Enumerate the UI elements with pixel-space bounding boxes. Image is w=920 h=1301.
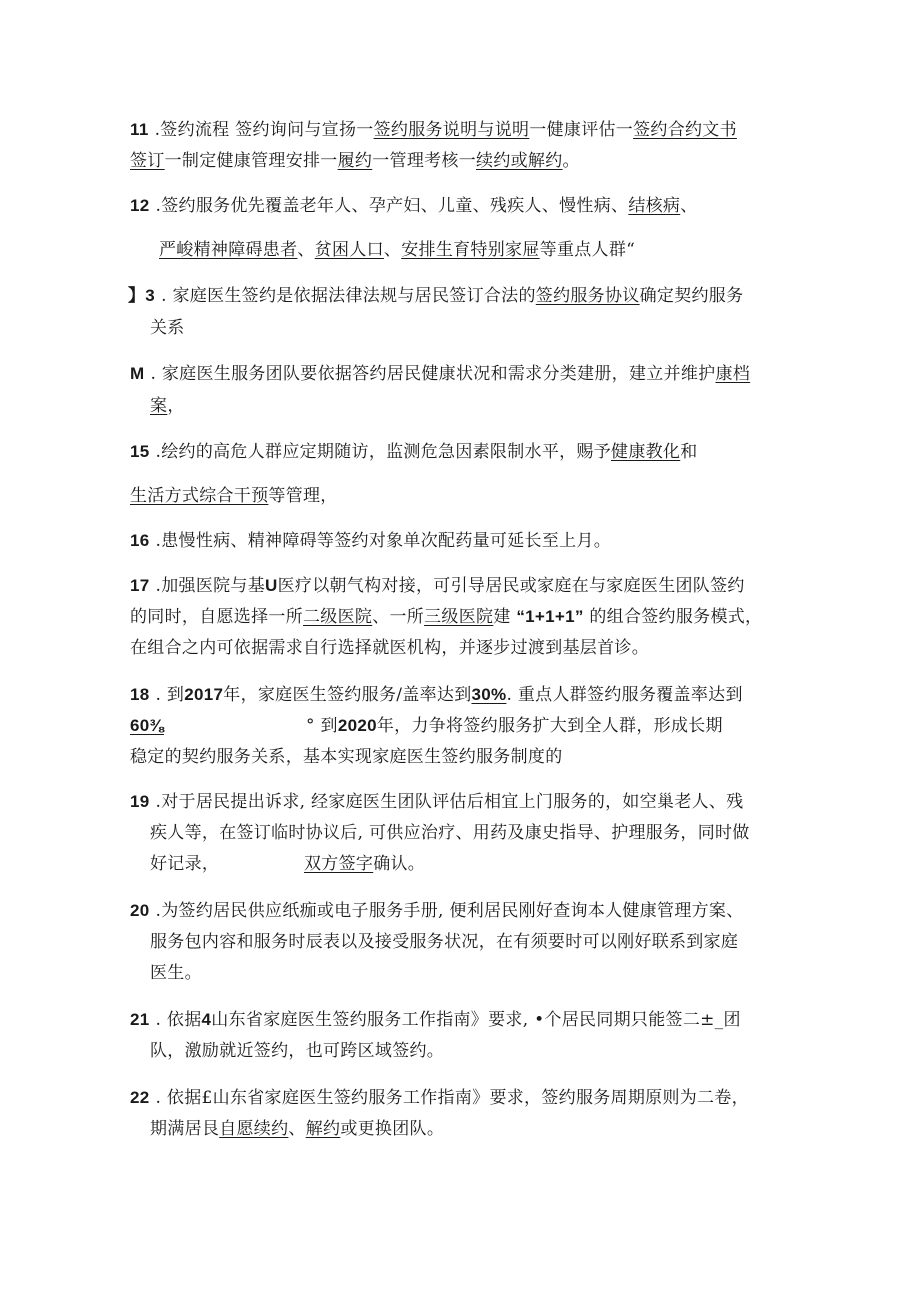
- item-18-line-2b: [306, 714, 723, 738]
- text-run: 稳定的契约服务关系，基本实现家庭医生签约服务制度的: [130, 747, 563, 767]
- item-11-line-2: [130, 149, 580, 173]
- item-22-line-1: [130, 1086, 749, 1110]
- text-run: . 依据: [155, 1010, 202, 1030]
- text-run: 、: [680, 196, 698, 216]
- text-run: 好记录，: [150, 854, 220, 874]
- text-run: 确定契约服务: [639, 286, 744, 306]
- text-run: .签约流程 签约询问与宣扬一: [154, 120, 374, 140]
- underlined-term: 签约服务说明与说明: [373, 120, 530, 140]
- text-run: 、: [288, 1119, 306, 1139]
- text-run: 等管理，: [268, 486, 338, 506]
- text-run: 确认。: [373, 854, 426, 874]
- item-number: 22: [130, 1088, 150, 1107]
- item-15-line-1: [130, 440, 698, 464]
- text-run: 、: [383, 240, 402, 260]
- underlined-term: 案: [150, 396, 168, 416]
- text-run: 关系: [150, 318, 185, 338]
- item-number: 】3: [128, 286, 156, 305]
- text-run: 服务包内容和服务时辰表以及接受服务状况，在有须要时可以刚好联系到家庭: [150, 932, 739, 952]
- item-20-line-2: [150, 930, 738, 954]
- item-number: 16: [130, 531, 150, 550]
- item-19-line-3b: [304, 852, 425, 876]
- item-22-line-2: [150, 1117, 444, 1141]
- item-number: 17: [130, 576, 150, 595]
- item-13-line-1: [128, 284, 743, 308]
- item-number: 19: [130, 792, 150, 811]
- text-run: 医疗以朝气构对接，可引导居民或家庭在与家庭医生团队签约: [277, 576, 745, 596]
- item-21-line-1: [130, 1008, 741, 1032]
- item-number: 20: [130, 901, 150, 920]
- item-12-line-1: [130, 194, 698, 218]
- text-run: 疾人等，在签订临时协议后, 可供应治疗、用药及康史指导、护理服务，同时做: [150, 823, 750, 843]
- text-run: 年，家庭医生签约服务/盖率达到: [223, 685, 472, 705]
- bold-value: 2020: [337, 716, 377, 735]
- item-20-line-3: [150, 961, 202, 985]
- item-number: 11: [130, 120, 149, 139]
- underlined-term: 二级医院: [303, 607, 373, 627]
- underlined-term: 履约: [337, 151, 373, 171]
- underlined-term: 安排生育特别家屉: [401, 240, 540, 260]
- text-run: 期满居艮: [150, 1119, 220, 1139]
- item-19-line-2: [150, 821, 750, 845]
- bold-value: U: [265, 576, 278, 595]
- item-17-line-1: [130, 574, 745, 598]
- item-16-line-1: [130, 529, 611, 553]
- text-run: . 重点人群签约服务覆盖率达到: [506, 685, 743, 705]
- item-11-line-1: [130, 118, 737, 142]
- text-run: 一健康评估一: [529, 120, 634, 140]
- text-run: . 到: [155, 685, 185, 705]
- underlined-term: 签约合约文书: [633, 120, 737, 140]
- underlined-term: 自愿续约: [219, 1119, 289, 1139]
- item-14-line-1: [130, 362, 750, 386]
- text-run: 等重点人群“: [539, 240, 636, 260]
- underlined-term: 结核病: [628, 196, 681, 216]
- text-run: .为签约居民供应纸痂或电子服务手册, 便利居民刚好查询本人健康管理方案、: [155, 901, 744, 921]
- underlined-term: 贫困人口: [314, 240, 384, 260]
- item-18-line-3: [130, 745, 563, 769]
- underlined-term: 健康教化: [611, 442, 681, 462]
- item-number: 15: [130, 442, 150, 461]
- text-run: 。: [562, 151, 580, 171]
- item-number: 18: [130, 685, 150, 704]
- text-run: 一制定健康管理安排一: [164, 151, 338, 171]
- underlined-term: 解约: [305, 1119, 341, 1139]
- text-run: 山东省家庭医生签约服务工作指南》要求, •个居民同期只能签二±_团: [211, 1010, 741, 1030]
- text-run: 队，激励就近签约，也可跨区域签约。: [150, 1041, 445, 1061]
- text-run: . 依据£山东省家庭医生签约服务工作指南》要求，签约服务周期原则为二卷，: [155, 1088, 749, 1108]
- item-17-line-3: [130, 636, 649, 660]
- text-run: 建: [493, 607, 517, 627]
- bold-value: “1+1+1”: [516, 607, 584, 626]
- underlined-term: 续约或解约: [476, 151, 563, 171]
- item-number: M: [130, 364, 145, 383]
- text-run: 的组合签约服务模式，: [583, 607, 763, 627]
- bold-value: 2017: [184, 685, 224, 704]
- text-run: 或更换团队。: [340, 1119, 445, 1139]
- text-run: .绘约的高危人群应定期随访，监测危急因素限制水平，赐予: [155, 442, 612, 462]
- item-14-line-2: [150, 394, 185, 418]
- underlined-term: 签订: [130, 151, 165, 171]
- item-12-line-2: [159, 238, 635, 262]
- text-run: 、一所: [372, 607, 425, 627]
- text-run: .对于居民提出诉求, 经家庭医生团队评估后相宜上门服务的，如空巢老人、残: [155, 792, 744, 812]
- text-run: 医生。: [150, 963, 202, 983]
- underlined-term: 三级医院: [424, 607, 494, 627]
- text-run: 和: [680, 442, 698, 462]
- underlined-term: 双方签字: [304, 854, 374, 874]
- text-run: 、: [297, 240, 315, 260]
- text-run: . 家庭医生签约是依据法律法规与居民签订合法的: [161, 286, 536, 306]
- item-19-line-1: [130, 790, 744, 814]
- item-number: 21: [130, 1010, 150, 1029]
- text-run: .签约服务优先覆盖老年人、孕产妇、儿童、残疾人、慢性病、: [155, 196, 629, 216]
- text-run: . 家庭医生服务团队要依据答约居民健康状况和需求分类建册，建立并维护: [150, 364, 716, 384]
- item-18-line-1: [130, 683, 743, 707]
- text-run: ，: [167, 396, 185, 416]
- bold-underlined-value: 60⅜: [130, 716, 164, 735]
- text-run: 的同时，自愿选择一所: [130, 607, 303, 627]
- item-20-line-1: [130, 899, 744, 923]
- item-15-line-2: [130, 484, 338, 508]
- underlined-term: 生活方式综合干预: [130, 486, 269, 506]
- bold-underlined-value: 30%: [471, 685, 507, 704]
- item-17-line-2: [130, 605, 762, 629]
- text-run: 在组合之内可依据需求自行选择就医机构，并逐步过渡到基层首诊。: [130, 638, 649, 658]
- bold-value: 4: [201, 1010, 212, 1029]
- item-19-line-3a: [150, 852, 219, 876]
- text-run: .加强医院与基: [155, 576, 266, 596]
- underlined-term: 康档: [715, 364, 751, 384]
- item-21-line-2: [150, 1039, 444, 1063]
- text-run: 一管理考核一: [372, 151, 477, 171]
- text-run: .患慢性病、精神障碍等签约对象单次配药量可延长至上月。: [155, 531, 612, 551]
- text-run: 年，力争将签约服务扩大到全人群，形成长期: [376, 716, 723, 736]
- item-13-line-2: [150, 316, 185, 340]
- text-run: ° 到: [306, 716, 338, 736]
- underlined-term: 严峻精神障碍患者: [159, 240, 298, 260]
- item-18-line-2a: [130, 714, 164, 738]
- underlined-term: 签约服务协议: [535, 286, 640, 306]
- item-number: 12: [130, 196, 150, 215]
